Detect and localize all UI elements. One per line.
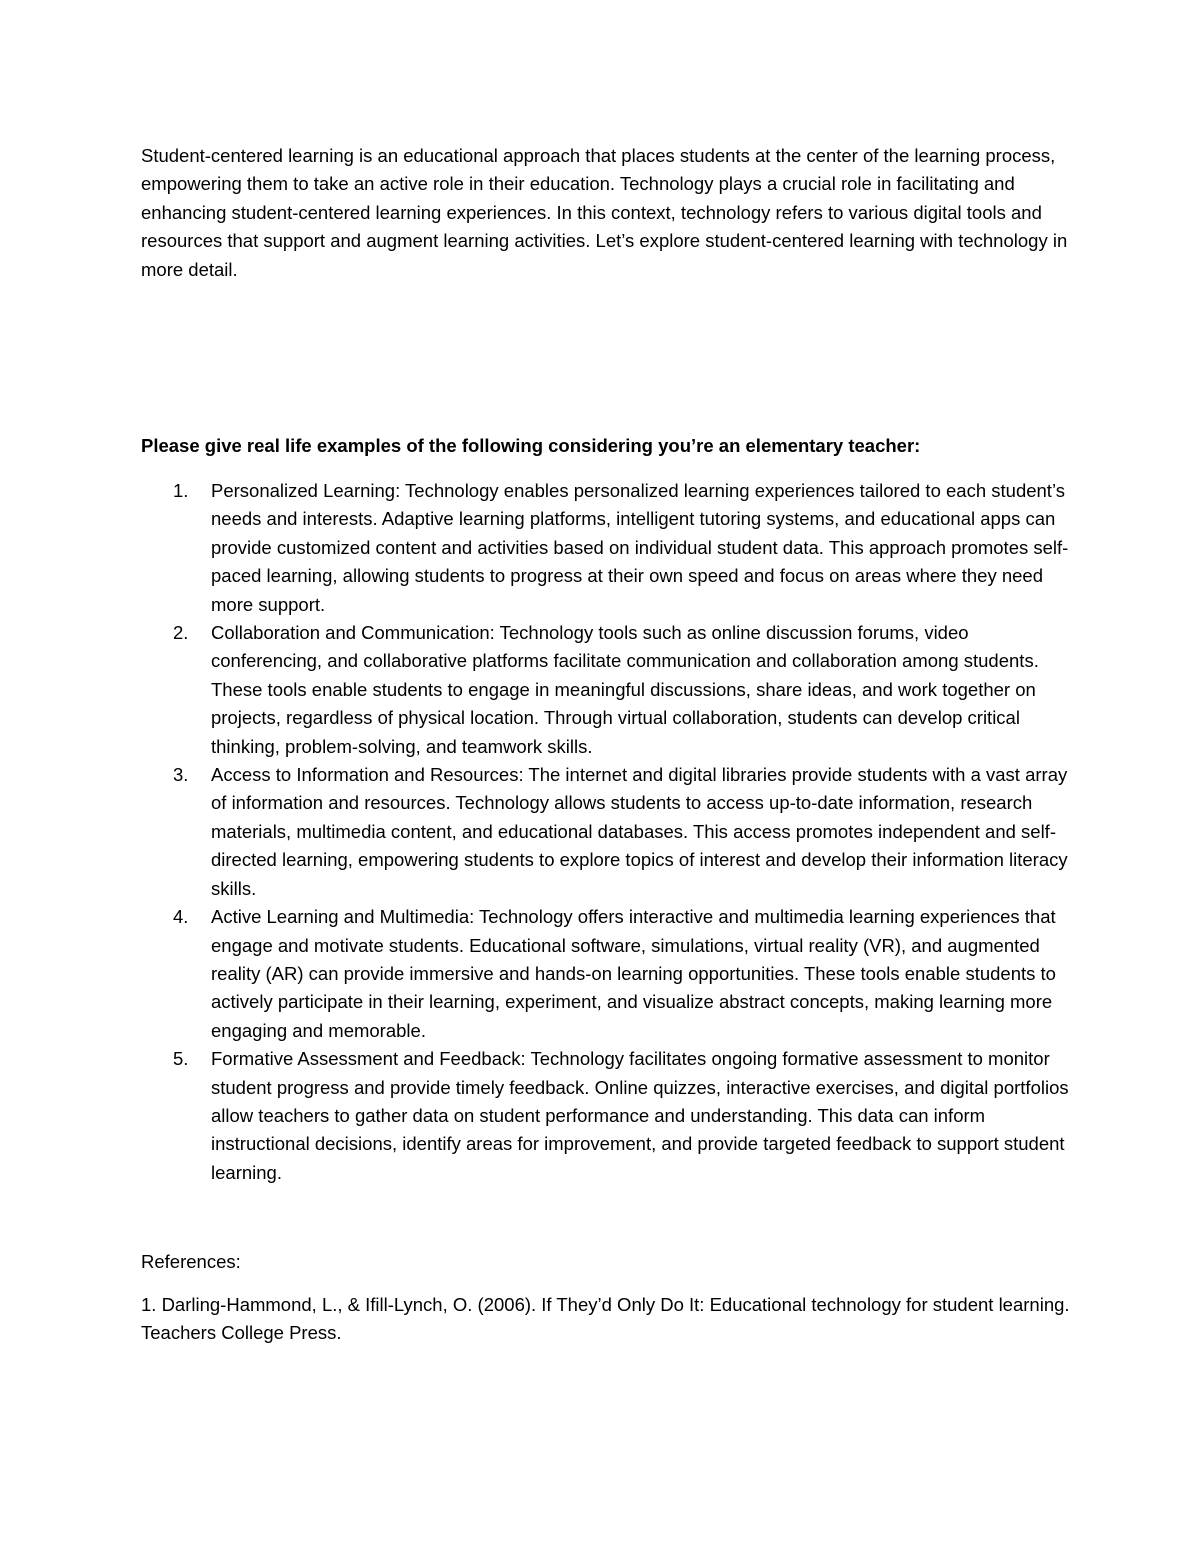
list-item-text: Active Learning and Multimedia: Technology offers interactive and multimedia learning experiences that engage and motivate students. Educational software, simulations, virtual reality (VR), and augmented reality (AR) can provide immersive and hands-on learning opportunities. These tools enable students to actively participate in their learning, experiment, and visualize abstract concepts, making learning more engaging and memorable. <box>211 906 1056 1041</box>
reference-item: 1. Darling-Hammond, L., & Ifill-Lynch, O. (2006). If They’d Only Do It: Educational technology for student learning. Teachers College Press. <box>141 1294 1070 1344</box>
list-item-text: Collaboration and Communication: Technology tools such as online discussion forums, video conferencing, and collaborative platforms facilitate communication and collaboration among students. These tools enable students to engage in meaningful discussions, share ideas, and work together on projects, regardless of physical location. Through virtual collaboration, students can develop critical thinking, problem-solving, and teamwork skills. <box>211 622 1039 757</box>
references-heading: References: <box>141 1251 241 1272</box>
list-item-text: Access to Information and Resources: The internet and digital libraries provide students with a vast array of information and resources. Technology allows students to access up-to-date information, research materials, multimedia content, and educational databases. This access promotes independent and self-directed learning, empowering students to explore topics of interest and develop their information literacy skills. <box>211 764 1068 899</box>
list-item-text: Formative Assessment and Feedback: Technology facilitates ongoing formative assessment to monitor student progress and provide timely feedback. Online quizzes, interactive exercises, and digital portfolios allow teachers to gather data on student performance and understanding. This data can inform instructional decisions, identify areas for improvement, and provide targeted feedback to support student learning. <box>211 1048 1069 1183</box>
list-item <box>141 761 1071 903</box>
list-item-text: Personalized Learning: Technology enables personalized learning experiences tailored to each student’s needs and interests. Adaptive learning platforms, intelligent tutoring systems, and educational apps can provide customized content and activities based on individual student data. This approach promotes self-paced learning, allowing students to progress at their own speed and focus on areas where they need more support. <box>211 480 1069 615</box>
list-item <box>141 477 1071 619</box>
prompt-heading: Please give real life examples of the following considering you’re an elementary teacher: <box>141 435 921 456</box>
intro-paragraph: Student-centered learning is an educational approach that places students at the center of the learning process, empowering them to take an active role in their education. Technology plays a crucial role in facilitating and enhancing student-centered learning experiences. In this context, technology refers to various digital tools and resources that support and augment learning activities. Let’s explore student-centered learning with technology in more detail. <box>141 145 1068 280</box>
list-item-number: 4. <box>173 906 189 928</box>
list-item-number: 3. <box>173 764 189 786</box>
list-item-number: 2. <box>173 622 189 644</box>
list-item <box>141 903 1071 1045</box>
list-item <box>141 619 1071 761</box>
list-item-number: 5. <box>173 1048 189 1070</box>
list-item <box>141 1045 1071 1187</box>
list-item-number: 1. <box>173 480 189 501</box>
examples-list <box>141 477 1071 1187</box>
